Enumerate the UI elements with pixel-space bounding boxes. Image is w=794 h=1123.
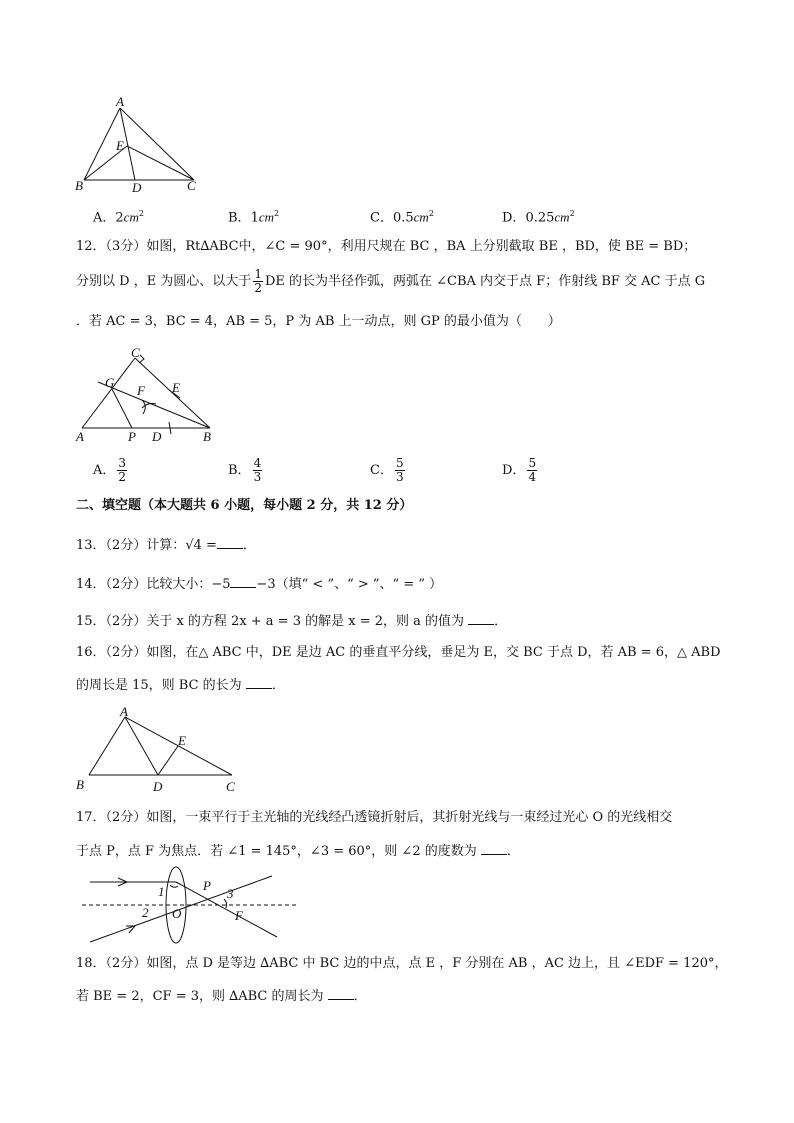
label-angle-2: 2 <box>142 905 149 920</box>
q17-line-2: 于点 P，点 F 为焦点．若 ∠1 = 145°，∠3 = 60°，则 ∠2 的度数为 ． <box>76 844 520 859</box>
q12-line-3: ．若 AC = 3，BC = 4，AB = 5，P 为 AB 上一动点，则 GP 的最小值为（ ） <box>76 314 561 329</box>
q12-line-2: 分别以 D ，E 为圆心、以大于 $\frac{1}{2}$ DE 的长为半径作弧，两弧在 ∠CBA 内交于点 F；作射线 BF 交 AC 于点 G <box>76 267 706 295</box>
figure-q16 <box>72 703 247 795</box>
label-B: B <box>75 178 83 193</box>
answer-blank <box>230 575 256 588</box>
label-E: E <box>178 733 186 748</box>
label-A: A <box>76 429 84 444</box>
label-P: P <box>203 878 211 893</box>
question-14: 14．（2分）比较大小：−5 −3（填“ < ”、“ > ”、“ = ” ） <box>76 577 443 592</box>
label-D: D <box>132 180 142 195</box>
q11-option-a: A．$2cm^2$ <box>93 209 144 226</box>
label-D: D <box>152 429 162 444</box>
label-O: O <box>172 906 182 921</box>
answer-blank <box>481 842 507 855</box>
label-angle-3: 3 <box>227 886 234 901</box>
label-C: C <box>226 779 235 794</box>
label-A: A <box>120 704 128 719</box>
q17-line-1: 17．（2分）如图，一束平行于主光轴的光线经凸透镜折射后，其折射光线与一束经过光心 O 的光线相交 <box>76 810 673 825</box>
q11-option-d: D．$0.25cm^2$ <box>502 209 575 226</box>
figure-q17 <box>82 862 302 948</box>
section-heading-fill-in: 二、填空题（本大题共 6 小题，每小题 2 分，共 12 分） <box>76 498 413 513</box>
label-C: C <box>131 345 140 360</box>
q11-option-c: C．$0.5cm^2$ <box>370 209 434 226</box>
label-B: B <box>203 429 211 444</box>
label-F: F <box>137 383 145 398</box>
figure-q11 <box>72 96 212 196</box>
label-A: A <box>116 96 124 109</box>
label-P: P <box>128 429 136 444</box>
answer-blank <box>468 612 494 625</box>
label-D: D <box>153 779 163 794</box>
label-B: B <box>76 777 84 792</box>
q12-option-b: B． $\frac{4}{3}$ <box>228 456 262 484</box>
label-E: E <box>116 138 124 153</box>
answer-blank <box>217 536 243 549</box>
answer-blank <box>328 987 354 1000</box>
q16-line-2: 的周长是 15，则 BC 的长为 ． <box>76 678 285 693</box>
q12-option-d: D． $\frac{5}{4}$ <box>502 456 537 484</box>
figure-q12 <box>72 344 222 446</box>
label-E: E <box>172 380 180 395</box>
q18-line-1: 18．（2分）如图，点 D 是等边 ∆ABC 中 BC 边的中点，点 E ，F 分别在 AB ，AC 边上，且 ∠EDF = 120°， <box>76 956 728 971</box>
fraction-one-half: $\frac{1}{2}$ <box>254 267 262 295</box>
label-C: C <box>187 178 196 193</box>
label-G: G <box>105 375 115 390</box>
question-13: 13．（2分）计算：√4 = ． <box>76 538 256 553</box>
q12-option-c: C． $\frac{5}{3}$ <box>370 456 404 484</box>
q12-line-1: 12．（3分）如图，Rt∆ABC中，∠C = 90°，利用尺规在 BC ，BA 上分别截取 BE ，BD，使 BE = BD； <box>76 239 697 254</box>
question-15: 15．（2分）关于 x 的方程 2x + a = 3 的解是 x = 2，则 a 的值为 ． <box>76 614 508 629</box>
q12-option-a: A． $\frac{3}{2}$ <box>93 456 127 484</box>
q16-line-1: 16．（2分）如图，在△ ABC 中，DE 是边 AC 的垂直平分线，垂足为 E，交 BC 于点 D，若 AB = 6，△ ABD <box>76 645 721 660</box>
label-F: F <box>235 908 243 923</box>
answer-blank <box>246 676 272 689</box>
q11-option-b: B．$1cm^2$ <box>228 209 280 226</box>
label-angle-1: 1 <box>158 884 165 899</box>
q18-line-2: 若 BE = 2，CF = 3，则 ∆ABC 的周长为 ． <box>76 989 367 1004</box>
